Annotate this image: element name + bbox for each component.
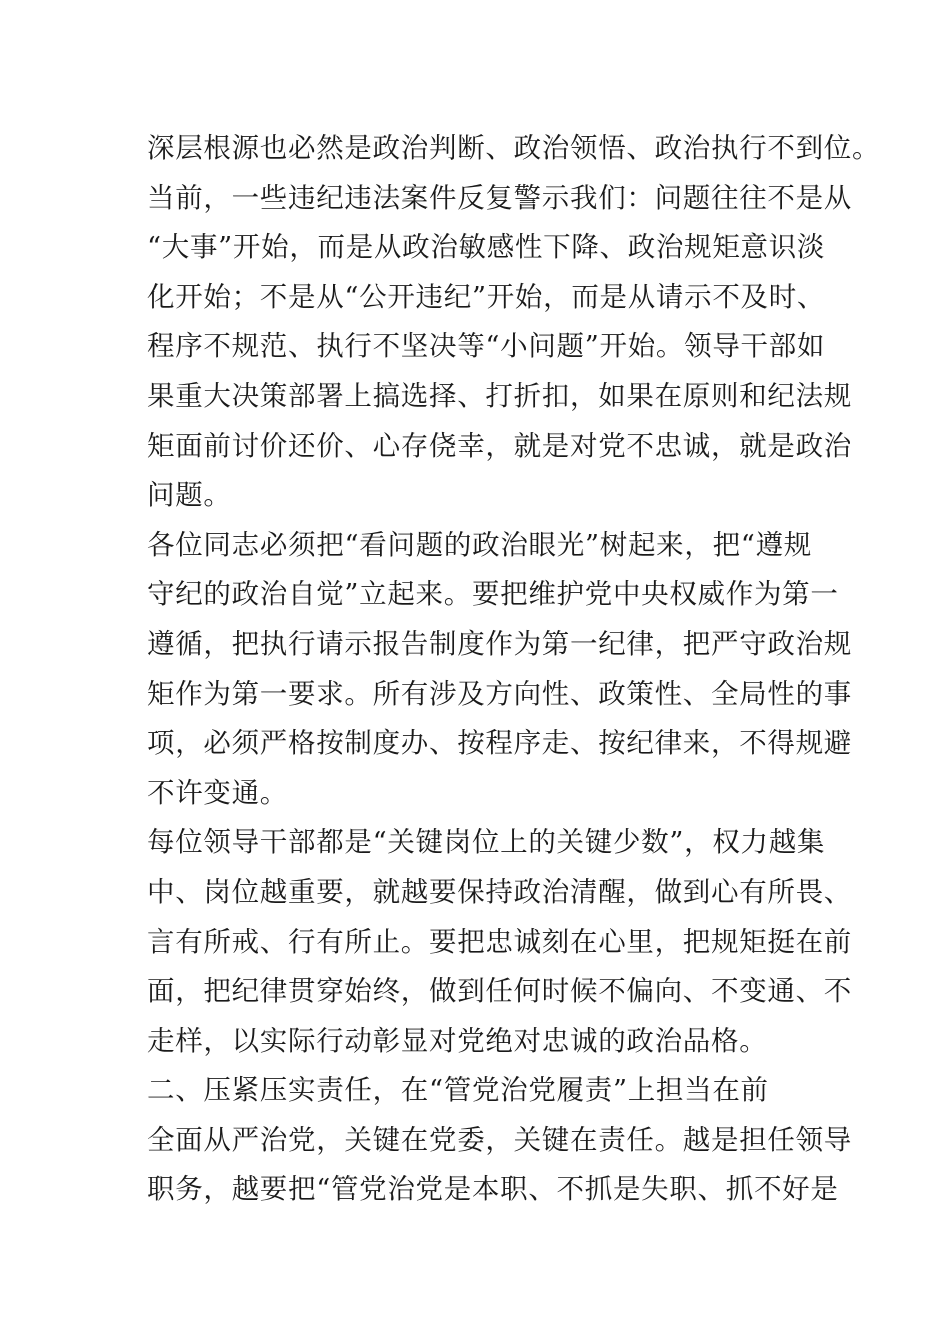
- text-line: 全面从严治党，关键在党委，关键在责任。越是担任领导: [147, 1123, 852, 1156]
- text-line: 守纪的政治自觉”立起来。要把维护党中央权威作为第一: [147, 578, 839, 611]
- section-heading: 二、压紧压实责任，在“管党治党履责”上担当在前: [147, 1074, 769, 1107]
- body-text: [147, 124, 881, 1215]
- text-line: 每位领导干部都是“关键岗位上的关键少数”，权力越集: [147, 826, 826, 859]
- text-line: 言有所戒、行有所止。要把忠诚刻在心里，把规矩挺在前: [147, 925, 852, 958]
- text-line: 深层根源也必然是政治判断、政治领悟、政治执行不到位。: [147, 132, 881, 164]
- text-line: 走样，以实际行动彰显对党绝对忠诚的政治品格。: [147, 1024, 768, 1057]
- text-line: 矩作为第一要求。所有涉及方向性、政策性、全局性的事: [147, 677, 852, 710]
- text-line: 中、岗位越重要，就越要保持政治清醒，做到心有所畏、: [147, 875, 852, 908]
- text-line: 面，把纪律贯穿始终，做到任何时候不偏向、不变通、不: [147, 975, 852, 1008]
- text-line: 遵循，把执行请示报告制度作为第一纪律，把严守政治规: [147, 627, 852, 660]
- text-line: 项，必须严格按制度办、按程序走、按纪律来，不得规避: [147, 727, 852, 760]
- text-line: 当前，一些违纪违法案件反复警示我们：问题往往不是从: [147, 181, 852, 214]
- text-line: 矩面前讨价还价、心存侥幸，就是对党不忠诚，就是政治: [147, 429, 852, 462]
- text-line: 果重大决策部署上搞选择、打折扣，如果在原则和纪法规: [147, 379, 852, 412]
- text-line: 问题。: [147, 479, 232, 512]
- text-line: 程序不规范、执行不坚决等“小问题”开始。领导干部如: [147, 330, 826, 363]
- text-line: 各位同志必须把“看问题的政治眼光”树起来，把“遵规: [147, 528, 812, 561]
- text-line: “大事”开始，而是从政治敏感性下降、政治规矩意识淡: [147, 231, 826, 264]
- text-line: 不许变通。: [147, 776, 288, 809]
- text-line: 职务，越要把“管党治党是本职、不抓是失职、抓不好是: [147, 1173, 839, 1206]
- text-line: 化开始；不是从“公开违纪”开始，而是从请示不及时、: [147, 280, 826, 313]
